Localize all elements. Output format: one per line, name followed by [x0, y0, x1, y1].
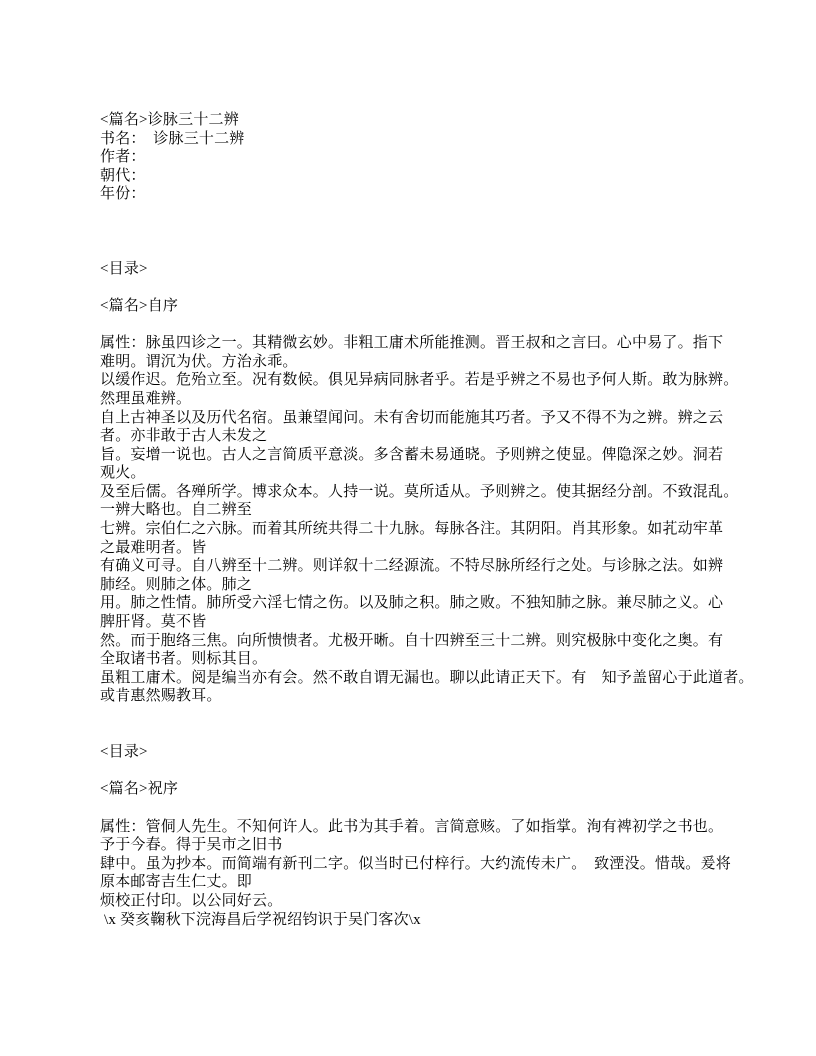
text-line: 予于今春。得于吴市之旧书	[100, 837, 283, 854]
text-line: 旨。妄增一说也。古人之言简质平意淡。多含蓄未易通晓。予则辨之使显。俾隐深之妙。洞若	[100, 446, 724, 463]
metadata-block	[100, 111, 726, 204]
blank-line	[100, 725, 726, 744]
text-line: 以缓作迟。危殆立至。况有数候。俱见异病同脉者乎。若是乎辨之不易也予何人斯。敢为脉辨。	[100, 372, 739, 389]
text-line: 属性：脉虽四诊之一。其精微玄妙。非粗工庸术所能推测。晋王叔和之言曰。心中易了。指下	[100, 335, 724, 352]
text-line: 之最难明者。皆	[100, 539, 207, 556]
text-line: 及至后儒。各殚所学。博求众本。人持一说。莫所适从。予则辨之。使其据经分剖。不致混乱。	[100, 483, 739, 500]
blank-line	[100, 204, 726, 223]
text-line: 属性：管侗人先生。不知何许人。此书为其手着。言简意赅。了如指掌。洵有裨初学之书也。	[100, 818, 724, 835]
meta-line-book-name: 书名： 诊脉三十二辨	[100, 130, 245, 147]
meta-line-book-tag: <篇名>诊脉三十二辨	[100, 112, 239, 128]
toc-marker-1: <目录>	[100, 260, 148, 277]
text-line: 全取诸书者。则标其目。	[100, 651, 268, 668]
text-line: 者。亦非敢于古人未发之	[100, 428, 268, 445]
toc-marker-2: <目录>	[100, 744, 148, 761]
blank-line	[100, 316, 726, 335]
text-line: 七辨。宗伯仁之六脉。而着其所统共得二十九脉。每脉各注。其阴阳。肖其形象。如芤动牢革	[100, 521, 724, 538]
text-line: 有确义可寻。自八辨至十二辨。则详叙十二经源流。不特尽脉所经行之处。与诊脉之法。如辨	[100, 558, 724, 575]
meta-line-author: 作者：	[100, 149, 146, 166]
blank-line	[100, 241, 726, 260]
blank-line	[100, 278, 726, 297]
text-line: 然。而于胞络三焦。向所愦愦者。尤极开晰。自十四辨至三十二辨。则究极脉中变化之奥。有	[100, 632, 724, 649]
signature-line: \x 癸亥鞠秋下浣海昌后学祝绍钧识于吴门客次\x	[100, 911, 421, 928]
section-body-zhuxu	[100, 818, 731, 930]
text-line: 用。肺之性情。肺所受六淫七情之伤。以及肺之积。肺之败。不独知肺之脉。兼尽肺之义。心	[100, 595, 724, 612]
text-line: 烦校正付印。以公同好云。	[100, 892, 283, 909]
blank-line	[100, 762, 726, 781]
text-line: 观火。	[100, 465, 146, 482]
text-line: 原本邮寄吉生仁丈。即	[100, 874, 253, 891]
blank-line	[100, 706, 726, 725]
meta-line-dynasty: 朝代：	[100, 167, 146, 184]
section-title-zhuxu: <篇名>祝序	[100, 781, 179, 798]
text-line: 自上古神圣以及历代名宿。虽兼望闻问。未有舍切而能施其巧者。予又不得不为之辨。辨之云	[100, 409, 724, 426]
section-body-zixu	[100, 334, 754, 706]
text-line: 肆中。虽为抄本。而简端有新刊二字。似当时已付梓行。大约流传未广。 致湮没。惜哉。爰将	[100, 855, 731, 872]
meta-line-year: 年份：	[100, 186, 146, 203]
blank-line	[100, 799, 726, 818]
text-line: 脾肝肾。莫不皆	[100, 614, 207, 631]
text-line: 肺经。则肺之体。肺之	[100, 576, 253, 593]
text-line: 难明。谓沉为伏。方治永乖。	[100, 353, 298, 370]
section-title-zixu: <篇名>自序	[100, 297, 179, 314]
text-line: 然理虽难辨。	[100, 390, 192, 407]
blank-line	[100, 223, 726, 242]
text-line: 一辨大略也。自二辨至	[100, 502, 253, 519]
text-line: 虽粗工庸术。阅是编当亦有会。然不敢自谓无漏也。聊以此请正天下。有 知予盖留心于此道者。	[100, 669, 754, 686]
text-line: 或肯惠然赐教耳。	[100, 688, 222, 705]
